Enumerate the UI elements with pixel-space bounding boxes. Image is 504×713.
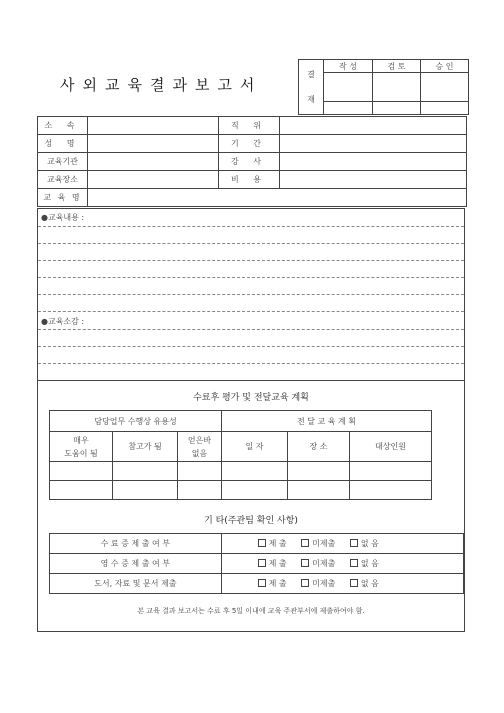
col-attendees: 대상인원	[350, 432, 432, 462]
label-cost: 비 용	[219, 171, 280, 189]
option-submitted[interactable]: 제 출	[258, 538, 287, 549]
label-course-name: 교 육 명	[38, 189, 88, 207]
main-section	[37, 208, 465, 632]
checkbox-icon[interactable]	[301, 559, 309, 567]
checkbox-icon[interactable]	[350, 559, 358, 567]
approval-sign-reviewer[interactable]	[373, 73, 421, 102]
plan-cell[interactable]	[288, 462, 350, 481]
field-cost[interactable]	[280, 171, 467, 189]
field-instructor[interactable]	[280, 153, 467, 171]
field-institution[interactable]	[88, 153, 219, 171]
plan-cell[interactable]	[178, 462, 222, 481]
dotted-line	[38, 329, 464, 330]
col-place: 장 소	[288, 432, 350, 462]
etc-table	[49, 533, 464, 594]
label-department: 소 속	[38, 117, 88, 135]
plan-table	[49, 410, 432, 500]
plan-cell[interactable]	[178, 481, 222, 500]
approval-sign-approver[interactable]	[421, 73, 469, 102]
dotted-line	[38, 243, 464, 244]
plan-cell[interactable]	[350, 481, 432, 500]
plan-cell[interactable]	[288, 481, 350, 500]
etc-row-label: 도서, 자료 및 문서 제출	[50, 574, 222, 594]
option-none[interactable]: 없 음	[350, 578, 379, 589]
etc-row-label: 영 수 증 제 출 여 부	[50, 554, 222, 574]
approval-header-approver: 승 인	[421, 60, 469, 73]
dotted-line	[38, 260, 464, 261]
label-position: 직 위	[219, 117, 280, 135]
label-instructor: 강 사	[219, 153, 280, 171]
option-not-submitted[interactable]: 미제출	[301, 538, 335, 549]
plan-usefulness-header: 담당업무 수행상 유용성	[50, 411, 222, 432]
checkbox-icon[interactable]	[258, 539, 266, 547]
col-no-gain: 얻은바 없음	[178, 432, 222, 462]
approval-side-char: 결	[307, 70, 315, 79]
checkbox-icon[interactable]	[350, 579, 358, 587]
dotted-line	[38, 363, 464, 364]
option-submitted[interactable]: 제 출	[258, 578, 287, 589]
field-course-name[interactable]	[88, 189, 467, 207]
etc-row-label: 수 료 증 제 출 여 부	[50, 534, 222, 554]
dotted-line	[38, 277, 464, 278]
education-content-label: ●교육내용 :	[41, 213, 85, 222]
col-date: 일 자	[222, 432, 288, 462]
dotted-line	[38, 311, 464, 312]
etc-title: 기 타(주관팀 확인 사항)	[204, 516, 298, 526]
approval-side-char: 재	[307, 95, 315, 104]
approval-date-reviewer[interactable]	[373, 101, 421, 114]
checkbox-icon[interactable]	[301, 579, 309, 587]
col-very-helpful: 매우 도움이 됨	[50, 432, 113, 462]
section-divider	[38, 380, 464, 381]
plan-cell[interactable]	[113, 481, 178, 500]
col-reference: 참고가 됨	[113, 432, 178, 462]
etc-options	[221, 554, 463, 574]
footnote: 본 교육 결과 보고서는 수료 후 5일 이내에 교육 주관부서에 제출하여야 함.	[137, 607, 365, 615]
field-name[interactable]	[88, 135, 219, 153]
approval-header-author: 작 성	[324, 60, 373, 73]
info-table	[37, 116, 467, 207]
label-location: 교육장소	[38, 171, 88, 189]
dotted-line	[38, 294, 464, 295]
dotted-line	[38, 346, 464, 347]
label-name: 성 명	[38, 135, 88, 153]
dotted-line	[38, 226, 464, 227]
education-impression-label: ●교육소감 :	[41, 317, 85, 326]
etc-options	[221, 574, 463, 594]
approval-header-reviewer: 검 토	[373, 60, 421, 73]
plan-transfer-header: 전 달 교 육 계 획	[222, 411, 432, 432]
plan-cell[interactable]	[113, 462, 178, 481]
approval-table	[298, 59, 469, 115]
field-position[interactable]	[280, 117, 467, 135]
option-none[interactable]: 없 음	[350, 558, 379, 569]
document-title: 사외교육결과보고서	[60, 76, 263, 94]
approval-date-approver[interactable]	[421, 101, 469, 114]
checkbox-icon[interactable]	[350, 539, 358, 547]
plan-title: 수료후 평가 및 전달교육 계획	[193, 393, 309, 403]
approval-date-author[interactable]	[324, 101, 373, 114]
checkbox-icon[interactable]	[258, 579, 266, 587]
label-period: 기 간	[219, 135, 280, 153]
plan-cell[interactable]	[222, 481, 288, 500]
field-location[interactable]	[88, 171, 219, 189]
label-institution: 교육기관	[38, 153, 88, 171]
plan-cell[interactable]	[50, 481, 113, 500]
option-not-submitted[interactable]: 미제출	[301, 578, 335, 589]
approval-sign-author[interactable]	[324, 73, 373, 102]
field-department[interactable]	[88, 117, 219, 135]
option-submitted[interactable]: 제 출	[258, 558, 287, 569]
plan-cell[interactable]	[222, 462, 288, 481]
plan-cell[interactable]	[50, 462, 113, 481]
option-not-submitted[interactable]: 미제출	[301, 558, 335, 569]
etc-options	[221, 534, 463, 554]
approval-side-label	[299, 60, 324, 115]
checkbox-icon[interactable]	[301, 539, 309, 547]
option-none[interactable]: 없 음	[350, 538, 379, 549]
checkbox-icon[interactable]	[258, 559, 266, 567]
field-period[interactable]	[280, 135, 467, 153]
plan-cell[interactable]	[350, 462, 432, 481]
